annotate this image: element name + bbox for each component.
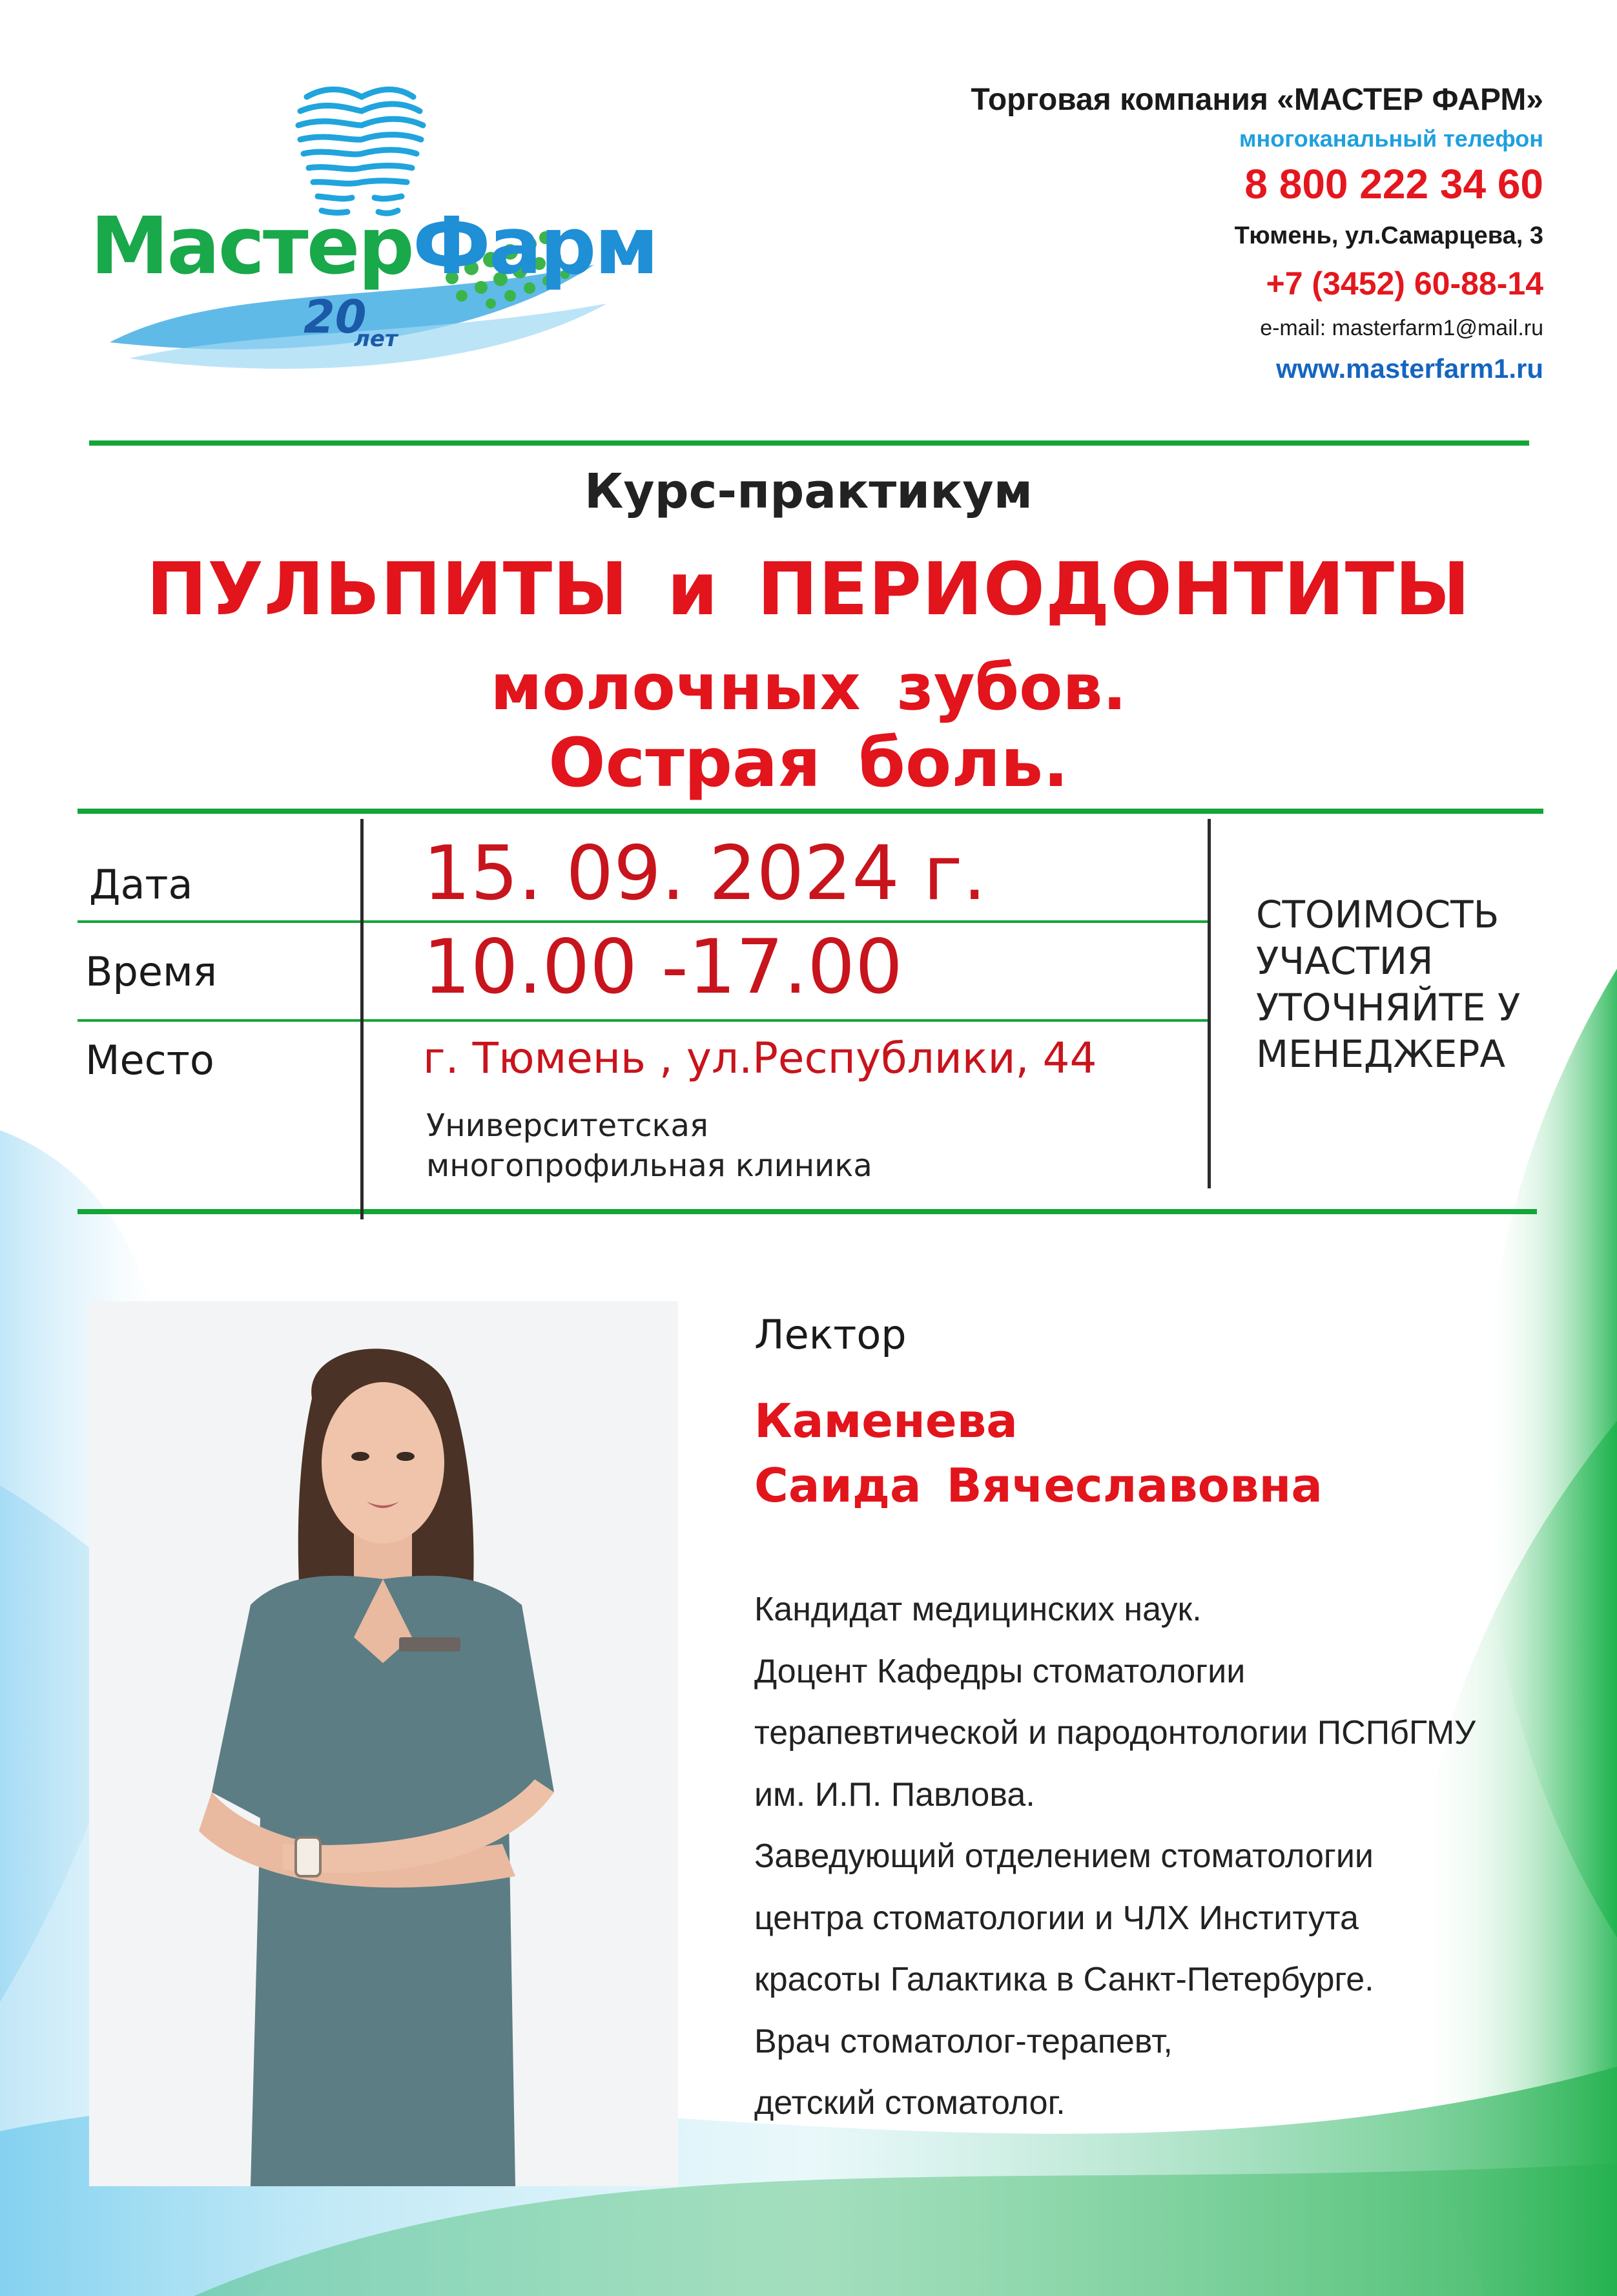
bio-line: им. И.П. Павлова. [754,1775,1035,1814]
time-value: 10.00 -17.00 [423,924,903,1011]
company-logo [90,71,657,407]
table-col-divider-2 [1208,819,1211,1188]
email[interactable]: e-mail: masterfarm1@mail.ru [1260,316,1543,340]
local-phone[interactable]: +7 (3452) 60-88-14 [1266,265,1543,302]
course-title-line-1: ПУЛЬПИТЫ и ПЕРИОДОНТИТЫ [146,548,1471,632]
table-col-divider-1 [360,819,364,1219]
phone-label: многоканальный телефон [1239,125,1543,152]
address: Тюмень, ул.Самарцева, 3 [1234,222,1543,249]
logo-anniversary-number: 20 [304,291,367,344]
logo-word-2: Фарм [412,200,657,292]
logo-wordmark [90,200,657,292]
cost-line-1: СТОИМОСТЬ [1256,893,1499,936]
lecturer-photo [89,1301,678,2186]
cost-line-4: МЕНЕДЖЕРА [1256,1032,1506,1076]
header-divider [89,440,1529,446]
table-top-rule [77,809,1543,814]
lecturer-bio [754,1579,1476,2135]
course-title-line-3: Острая боль. [548,723,1069,802]
bio-line: центра стоматологии и ЧЛХ Института [754,1899,1359,1937]
place-subtitle [426,1106,872,1186]
website-link[interactable]: www.masterfarm1.ru [1276,353,1543,384]
main-phone[interactable]: 8 800 222 34 60 [1244,161,1543,207]
bio-line: красоты Галактика в Санкт-Петербурге. [754,1961,1374,1998]
cost-line-3: УТОЧНЯЙТЕ У [1256,986,1521,1029]
lecturer-given-names: Саида Вячеславовна [754,1458,1323,1513]
company-name: Торговая компания «МАСТЕР ФАРМ» [971,83,1543,117]
cost-note [1256,891,1520,1077]
bio-line: Заведующий отделением стоматологии [754,1837,1374,1875]
date-value: 15. 09. 2024 г. [423,830,987,917]
logo-anniversary-unit: лет [354,326,398,352]
table-row-rule-1 [77,920,1211,923]
place-value: г. Тюмень , ул.Республики, 44 [423,1033,1097,1083]
lecturer-label: Лектор [754,1311,907,1358]
bio-line: терапевтической и пародонтологии ПСПбГМУ [754,1714,1476,1752]
bio-line: Доцент Кафедры стоматологии [754,1652,1246,1690]
bio-line: детский стоматолог. [754,2084,1066,2122]
date-label: Дата [89,861,193,908]
course-title-line-2: молочных зубов. [490,651,1127,725]
contact-block [839,78,1543,390]
place-subtitle-line-1: Университетская [426,1108,708,1144]
logo-word-1: Мастер [90,200,413,292]
place-label: Место [85,1037,214,1084]
cost-line-2: УЧАСТИЯ [1256,939,1434,983]
course-subtitle: Курс-практикум [584,464,1033,519]
table-bottom-rule [77,1209,1537,1214]
place-subtitle-line-2: многопрофильная клиника [426,1148,872,1184]
table-row-rule-2 [77,1019,1211,1022]
time-label: Время [85,948,218,995]
bio-line: Врач стоматолог-терапевт, [754,2022,1173,2060]
bio-line: Кандидат медицинских наук. [754,1591,1202,1628]
lecturer-surname: Каменева [754,1394,1018,1448]
